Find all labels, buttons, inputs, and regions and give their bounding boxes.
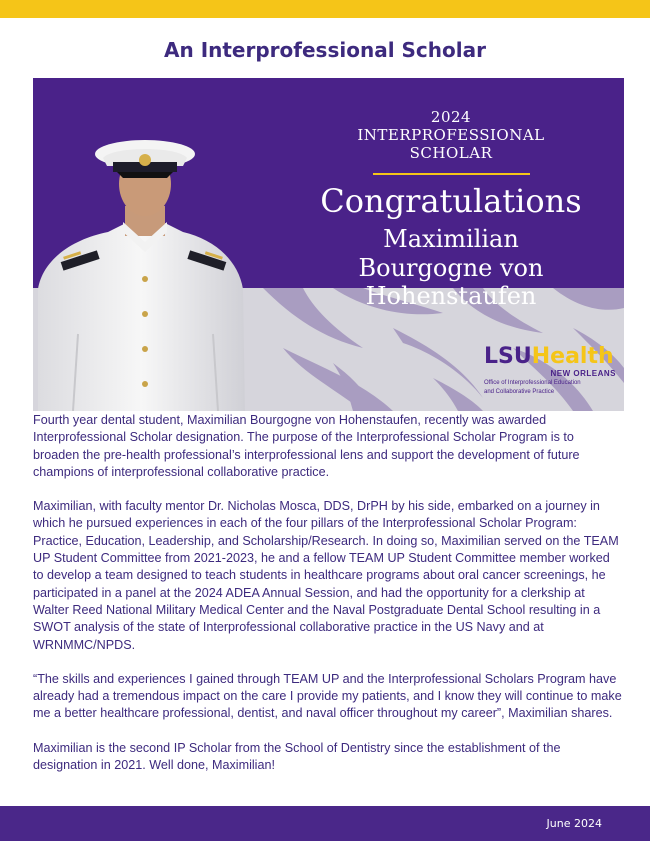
- article-paragraph-1: Fourth year dental student, Maximilian Bourgogne von Hohenstaufen, recently was awarded Interprofessional Scholar designation. The purpose of the Interprofessional Scholar Program is to broaden the pre-health professional’s interprofessional lens and support the development of future champions of interprofessional collaborative practice.: [33, 413, 580, 479]
- article-body: [33, 412, 623, 791]
- banner-first-name: Maximilian: [383, 225, 519, 253]
- top-accent-bar: [0, 0, 650, 18]
- banner-line-interprofessional: INTERPROFESSIONAL: [357, 126, 545, 144]
- logo-location: NEW ORLEANS: [550, 369, 616, 378]
- article-paragraph-2: Maximilian, with faculty mentor Dr. Nicholas Mosca, DDS, DrPH by his side, embarked on a journey in which he pursued experiences in each of the four pillars of the Interprofessional Scholar Program: Practice, Education, Leadership, and Scholarship/Research. In doing so, Maximilian served on the TEAM UP Student Committee from 2021-2023, he and a fellow TEAM UP Student Committee member worked to develop a team designed to teach students in healthcare programs about oral cancer screenings, he participated in a panel at the 2024 ADEA Annual Session, and had the opportunity for a clerkship at Walter Reed National Military Medical Center and the Naval Postgraduate Dental School resulting in a SWOT analysis of the state of Interprofessional collaborative practice in the US Navy and at WRNMMC/NPDS.: [33, 499, 619, 652]
- banner-line-scholar: SCHOLAR: [409, 144, 493, 162]
- banner-gold-divider: [373, 173, 530, 175]
- logo-office-line-2: and Collaborative Practice: [484, 389, 555, 395]
- page-title: An Interprofessional Scholar: [164, 38, 486, 62]
- logo-lsu-text: LSU: [484, 344, 532, 369]
- logo-health-text: Health: [531, 344, 614, 369]
- banner-year: 2024: [430, 108, 472, 126]
- footer-date: June 2024: [546, 817, 602, 830]
- lsu-health-logo: [484, 346, 616, 396]
- article-paragraph-4: Maximilian is the second IP Scholar from the School of Dentistry since the establishment of the designation in 2021. Well done, Maximilian!: [33, 740, 561, 773]
- footer-bar: [0, 806, 650, 841]
- logo-office-line-1: Office of Interprofessional Education: [484, 380, 581, 386]
- portrait-image: [33, 114, 248, 411]
- banner-congratulations: Congratulations: [320, 182, 582, 220]
- congratulations-banner: [33, 78, 624, 411]
- banner-last-name: Bourgogne von Hohenstaufen: [358, 254, 544, 310]
- article-paragraph-3: “The skills and experiences I gained through TEAM UP and the Interprofessional Scholars Program have already had a tremendous impact on the care I provide my patients, and I know they will continue to make me a better healthcare professional, dentist, and naval officer throughout my career”, Maximilian shares.: [33, 671, 622, 721]
